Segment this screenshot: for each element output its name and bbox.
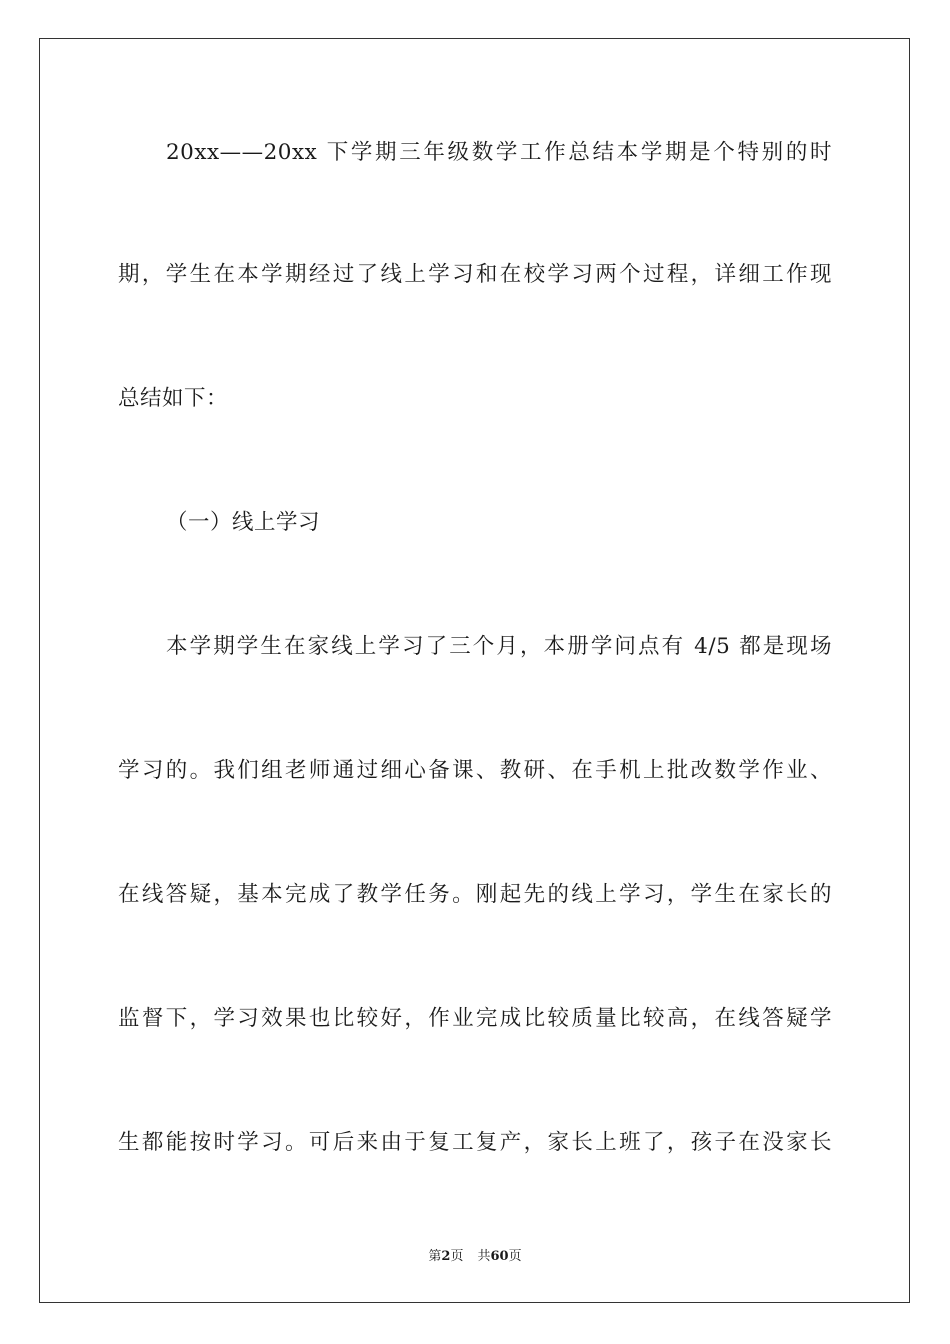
page-number: 2 [441,1249,451,1264]
paragraph-line-5: 本学期学生在家线上学习了三个月，本册学问点有 4/5 都是现场 [166,634,832,659]
section-heading: （一）线上学习 [166,510,321,535]
page-footer [0,1248,950,1266]
total-pages: 60 [490,1249,509,1264]
paragraph-line-7: 在线答疑，基本完成了教学任务。刚起先的线上学习，学生在家长的 [118,882,832,907]
total-prefix: 共 [477,1249,491,1264]
total-suffix: 页 [508,1249,522,1264]
paragraph-line-1: 20xx——20xx 下学期三年级数学工作总结本学期是个特别的时 [166,140,832,165]
paragraph-line-2: 期，学生在本学期经过了线上学习和在校学习两个过程，详细工作现 [118,262,832,287]
paragraph-line-8: 监督下，学习效果也比较好，作业完成比较质量比较高，在线答疑学 [118,1006,832,1031]
page-prefix: 第 [428,1249,442,1264]
page-suffix: 页 [450,1249,464,1264]
paragraph-line-9: 生都能按时学习。可后来由于复工复产，家长上班了，孩子在没家长 [118,1130,832,1155]
page-border [39,38,910,1303]
paragraph-line-3: 总结如下： [118,386,229,411]
paragraph-line-6: 学习的。我们组老师通过细心备课、教研、在手机上批改数学作业、 [118,758,832,783]
